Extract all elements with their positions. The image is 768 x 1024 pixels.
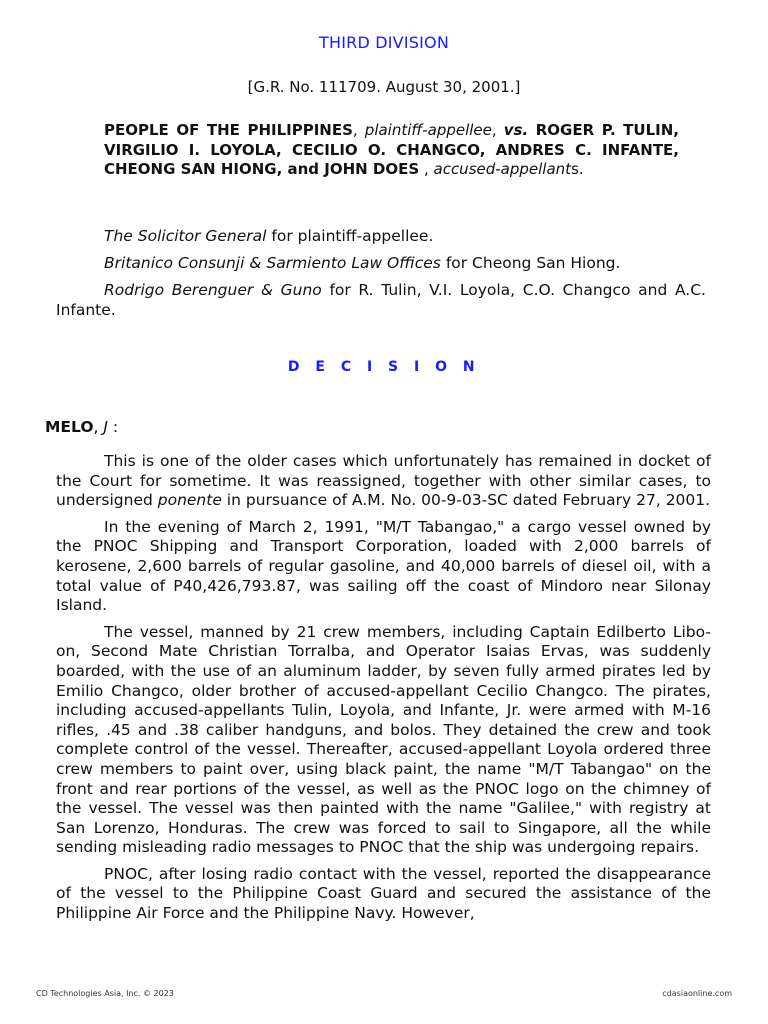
counsel-line xyxy=(56,253,706,273)
decision-heading: D E C I S I O N xyxy=(287,359,481,375)
accused-role-suffix: s. xyxy=(571,160,584,178)
separator: , xyxy=(419,160,434,178)
counsel-line xyxy=(56,226,706,246)
paragraph-text: in pursuance of A.M. No. 00-9-03-SC dated February 27, 2001. xyxy=(221,491,711,510)
separator: , xyxy=(491,121,504,139)
plaintiff-role: plaintiff-appellee xyxy=(364,121,492,139)
separator: , xyxy=(352,121,365,139)
body-paragraph: In the evening of March 2, 1991, "M/T Tabangao," a cargo vessel owned by the PNOC Shipping and Transport Corporation, loaded with 2,000 barrels of kerosene, 2,600 barrels of regular gasoline, and 40,000 barrels of diesel oil, with a total value of P40,426,793.87, was sailing off the coast of Mindoro near Silonay Island. xyxy=(56,517,711,615)
counsel-firm: The Solicitor General xyxy=(104,227,267,245)
case-parties xyxy=(104,121,679,180)
counsel-for: for Cheong San Hiong. xyxy=(440,254,621,272)
accused-names: ROGER P. TULIN, VIRGILIO I. LOYOLA, CECILIO O. CHANGCO, ANDRES C. INFANTE, CHEONG SAN HIONG, and JOHN DOES xyxy=(104,121,679,178)
plaintiff-name: PEOPLE OF THE PHILIPPINES xyxy=(104,121,353,139)
counsel-firm: Rodrigo Berenguer & Guno xyxy=(104,281,322,299)
footer-copyright: CD Technologies Asia, Inc. © 2023 xyxy=(36,989,174,998)
counsel-for: for plaintiff-appellee. xyxy=(266,227,434,245)
ponente-name: MELO xyxy=(45,418,94,436)
counsel-for: for R. Tulin, V.I. Loyola, C.O. Changco and A.C. Infante. xyxy=(56,281,706,319)
ponente-line xyxy=(45,418,118,436)
paragraph-text: This is one of the older cases which unfortunately has remained in docket of the Court for sometime. It was reassigned, together with other similar cases, to undersigned xyxy=(56,452,711,510)
body-paragraph xyxy=(56,452,711,511)
counsel-line xyxy=(56,280,706,320)
division-heading: THIRD DIVISION xyxy=(319,33,449,52)
decision-body xyxy=(56,452,711,931)
body-paragraph: PNOC, after losing radio contact with the vessel, reported the disappearance of the vessel to the Philippine Coast Guard and secured the assistance of the Philippine Air Force and the Philippine Navy. However, xyxy=(56,864,711,923)
ponente-suffix: : xyxy=(107,418,119,436)
footer-site: cdasiaonline.com xyxy=(662,989,732,998)
separator: , xyxy=(93,418,104,436)
versus: vs. xyxy=(503,121,529,139)
accused-role: accused-appellant xyxy=(433,160,572,178)
body-paragraph: The vessel, manned by 21 crew members, including Captain Edilberto Libo-on, Second Mate Christian Torralba, and Operator Isaias Ervas, was suddenly boarded, with the use of an aluminum ladder, by seven fully armed pirates led by Emilio Changco, older brother of accused-appellant Cecilio Changco. The pirates, including accused-appellants Tulin, Loyola, and Infante, Jr. were armed with M-16 rifles, .45 and .38 caliber handguns, and bolos. They detained the crew and took complete control of the vessel. Thereafter, accused-appellant Loyola ordered three crew members to paint over, using black paint, the name "M/T Tabangao" on the front and rear portions of the vessel, as well as the PNOC logo on the chimney of the vessel. The vessel was then painted with the name "Galilee," with registry at San Lorenzo, Honduras. The crew was forced to sail to Singapore, all the while sending misleading radio messages to PNOC that the ship was undergoing repairs. xyxy=(56,622,711,857)
ponente-title: J xyxy=(103,418,108,436)
emphasis-text: ponente xyxy=(157,491,222,510)
gr-number: [G.R. No. 111709. August 30, 2001.] xyxy=(247,78,521,96)
counsel-firm: Britanico Consunji & Sarmiento Law Offices xyxy=(104,254,441,272)
